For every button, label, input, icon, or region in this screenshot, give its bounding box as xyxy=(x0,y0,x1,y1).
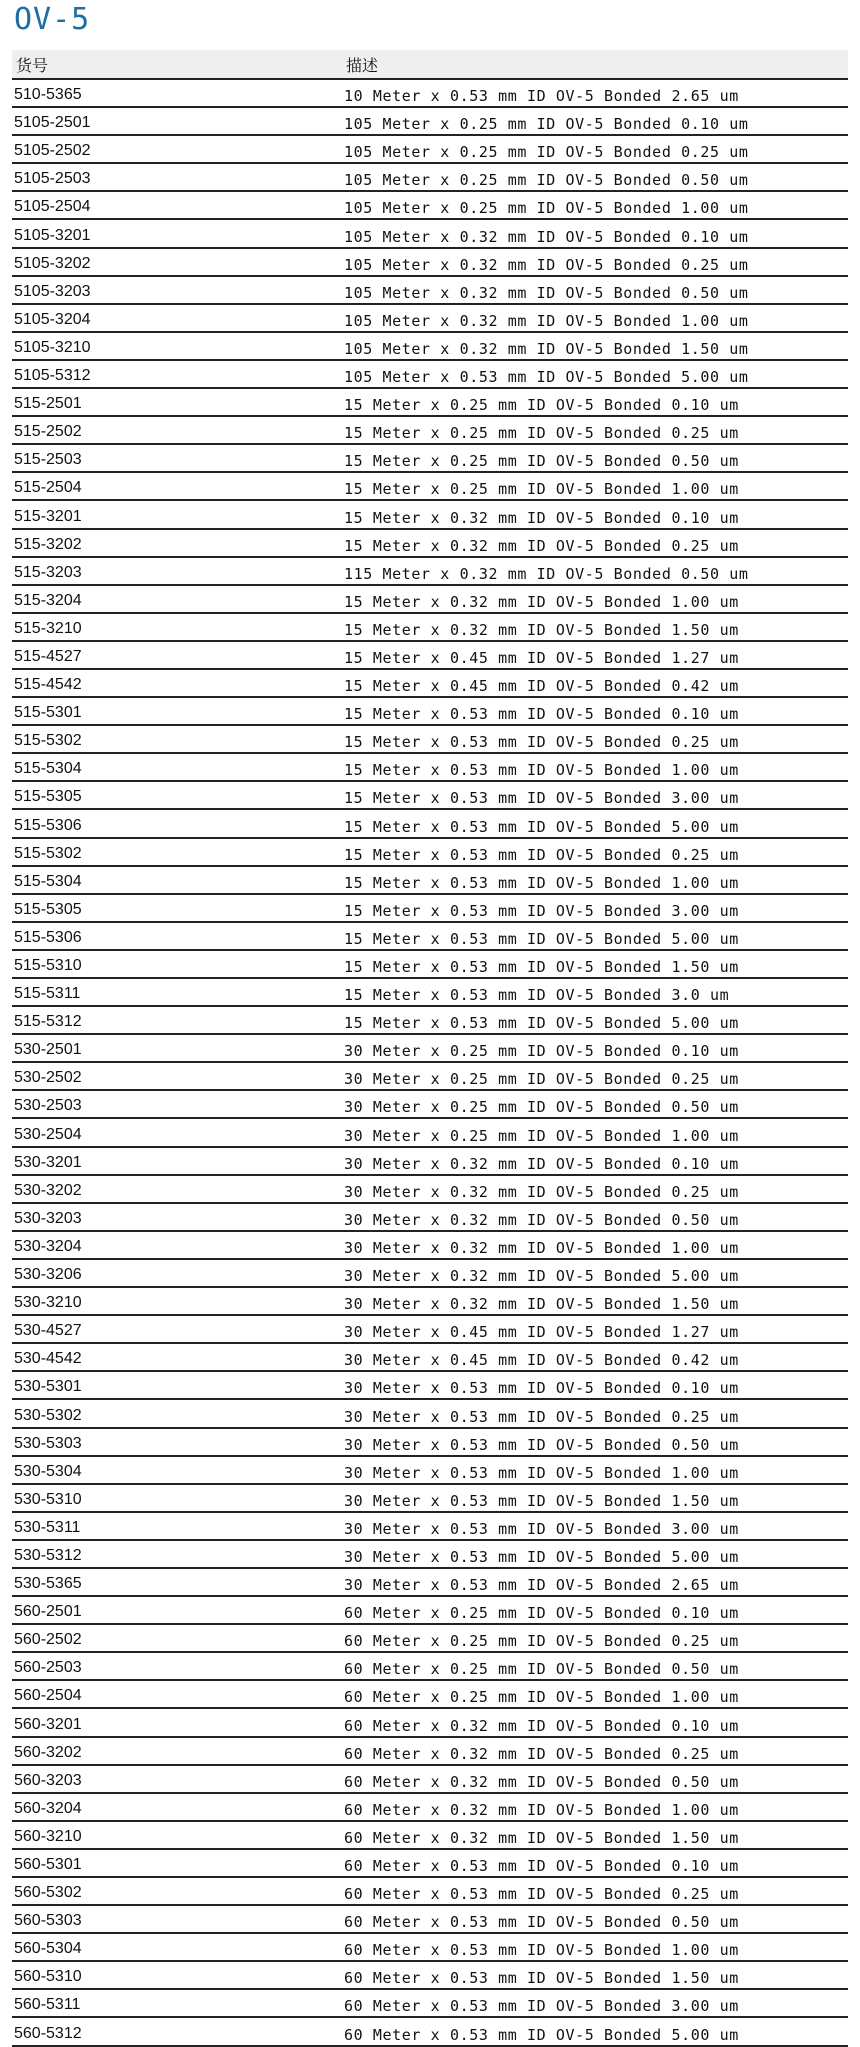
table-row xyxy=(12,839,848,867)
description-cell: 30 Meter x 0.53 mm ID OV-5 Bonded 1.00 um xyxy=(344,1463,739,1482)
table-row xyxy=(12,1457,848,1485)
description-cell: 15 Meter x 0.53 mm ID OV-5 Bonded 3.00 um xyxy=(344,789,739,808)
description-cell: 105 Meter x 0.32 mm ID OV-5 Bonded 0.10 um xyxy=(344,227,749,246)
table-row xyxy=(12,1934,848,1962)
table-row xyxy=(12,305,848,333)
description-cell: 60 Meter x 0.53 mm ID OV-5 Bonded 0.25 um xyxy=(344,1885,739,1904)
description-cell: 15 Meter x 0.53 mm ID OV-5 Bonded 0.25 um xyxy=(344,733,739,752)
table-row xyxy=(12,417,848,445)
description-cell: 15 Meter x 0.32 mm ID OV-5 Bonded 1.00 um xyxy=(344,592,739,611)
part-number-cell: 560-2501 xyxy=(14,1603,82,1621)
description-cell: 60 Meter x 0.53 mm ID OV-5 Bonded 1.00 um xyxy=(344,1941,739,1960)
part-number-cell: 560-3202 xyxy=(14,1743,82,1761)
description-cell: 15 Meter x 0.53 mm ID OV-5 Bonded 0.25 um xyxy=(344,845,739,864)
description-cell: 105 Meter x 0.32 mm ID OV-5 Bonded 0.25 um xyxy=(344,255,749,274)
part-number-cell: 560-3204 xyxy=(14,1799,82,1817)
description-cell: 105 Meter x 0.25 mm ID OV-5 Bonded 0.10 um xyxy=(344,115,749,134)
part-number-cell: 515-5302 xyxy=(14,732,82,750)
description-cell: 105 Meter x 0.32 mm ID OV-5 Bonded 1.50 um xyxy=(344,339,749,358)
description-cell: 115 Meter x 0.32 mm ID OV-5 Bonded 0.50 um xyxy=(344,564,749,583)
table-row xyxy=(12,1766,848,1794)
part-number-cell: 560-5302 xyxy=(14,1884,82,1902)
part-number-cell: 515-3201 xyxy=(14,507,82,525)
description-cell: 30 Meter x 0.45 mm ID OV-5 Bonded 0.42 um xyxy=(344,1351,739,1370)
description-cell: 30 Meter x 0.45 mm ID OV-5 Bonded 1.27 um xyxy=(344,1323,739,1342)
table-row xyxy=(12,249,848,277)
table-row xyxy=(12,389,848,417)
description-cell: 30 Meter x 0.25 mm ID OV-5 Bonded 0.25 um xyxy=(344,1070,739,1089)
table-row xyxy=(12,1541,848,1569)
description-cell: 30 Meter x 0.25 mm ID OV-5 Bonded 0.10 um xyxy=(344,1042,739,1061)
table-row xyxy=(12,979,848,1007)
part-number-cell: 5105-2501 xyxy=(14,114,91,132)
part-number-cell: 530-5310 xyxy=(14,1490,82,1508)
part-number-cell: 5105-3204 xyxy=(14,310,91,328)
description-cell: 60 Meter x 0.32 mm ID OV-5 Bonded 1.00 um xyxy=(344,1800,739,1819)
part-number-cell: 530-3202 xyxy=(14,1181,82,1199)
part-number-cell: 515-5304 xyxy=(14,872,82,890)
description-cell: 30 Meter x 0.53 mm ID OV-5 Bonded 2.65 um xyxy=(344,1576,739,1595)
part-number-cell: 530-2503 xyxy=(14,1097,82,1115)
part-number-cell: 515-3204 xyxy=(14,591,82,609)
part-number-cell: 560-5304 xyxy=(14,1940,82,1958)
part-number-cell: 515-5311 xyxy=(14,985,81,1003)
description-cell: 105 Meter x 0.25 mm ID OV-5 Bonded 0.25 um xyxy=(344,143,749,162)
description-cell: 30 Meter x 0.32 mm ID OV-5 Bonded 0.10 um xyxy=(344,1154,739,1173)
table-row xyxy=(12,1176,848,1204)
part-number-cell: 530-5304 xyxy=(14,1462,82,1480)
part-number-cell: 560-2504 xyxy=(14,1687,82,1705)
description-cell: 60 Meter x 0.53 mm ID OV-5 Bonded 3.00 um xyxy=(344,1997,739,2016)
table-row xyxy=(12,1681,848,1709)
part-number-cell: 560-3203 xyxy=(14,1771,82,1789)
table-row xyxy=(12,586,848,614)
table-row xyxy=(12,1007,848,1035)
table-row xyxy=(12,136,848,164)
table-row xyxy=(12,1709,848,1737)
table-row xyxy=(12,895,848,923)
part-number-cell: 560-5303 xyxy=(14,1912,82,1930)
table-row xyxy=(12,1316,848,1344)
table-row xyxy=(12,1260,848,1288)
part-number-cell: 530-5303 xyxy=(14,1434,82,1452)
table-row xyxy=(12,698,848,726)
part-number-cell: 5105-3202 xyxy=(14,254,91,272)
description-cell: 60 Meter x 0.53 mm ID OV-5 Bonded 0.10 um xyxy=(344,1857,739,1875)
description-cell: 30 Meter x 0.53 mm ID OV-5 Bonded 1.50 um xyxy=(344,1491,739,1510)
table-row xyxy=(12,1962,848,1990)
table-row xyxy=(12,951,848,979)
part-number-cell: 560-2503 xyxy=(14,1659,82,1677)
table-row xyxy=(12,1850,848,1878)
part-number-cell: 530-3204 xyxy=(14,1237,82,1255)
description-cell: 30 Meter x 0.53 mm ID OV-5 Bonded 0.50 um xyxy=(344,1435,739,1454)
part-number-cell: 560-5310 xyxy=(14,1968,82,1986)
part-number-cell: 515-3203 xyxy=(14,563,82,581)
table-row xyxy=(12,1232,848,1260)
table-row xyxy=(12,473,848,501)
part-number-cell: 530-2504 xyxy=(14,1125,82,1143)
table-row xyxy=(12,1990,848,2018)
table-row xyxy=(12,1063,848,1091)
table-row xyxy=(12,1091,848,1119)
table-row xyxy=(12,754,848,782)
description-cell: 60 Meter x 0.53 mm ID OV-5 Bonded 5.00 um xyxy=(344,2025,739,2044)
part-number-cell: 530-3201 xyxy=(14,1153,82,1171)
description-cell: 15 Meter x 0.53 mm ID OV-5 Bonded 5.00 um xyxy=(344,817,739,836)
table-row xyxy=(12,1625,848,1653)
description-cell: 60 Meter x 0.25 mm ID OV-5 Bonded 1.00 um xyxy=(344,1688,739,1707)
part-number-cell: 515-5302 xyxy=(14,844,82,862)
description-cell: 30 Meter x 0.32 mm ID OV-5 Bonded 0.25 um xyxy=(344,1182,739,1201)
table-row xyxy=(12,445,848,473)
part-number-cell: 560-3210 xyxy=(14,1827,82,1845)
part-number-cell: 5105-5312 xyxy=(14,367,91,385)
table-row xyxy=(12,782,848,810)
description-cell: 15 Meter x 0.53 mm ID OV-5 Bonded 0.10 um xyxy=(344,705,739,724)
table-row xyxy=(12,501,848,529)
page-title: OV-5 xyxy=(14,2,91,37)
part-number-cell: 530-5311 xyxy=(14,1518,81,1536)
part-number-cell: 515-4527 xyxy=(14,647,82,665)
part-number-cell: 530-4542 xyxy=(14,1350,82,1368)
description-cell: 30 Meter x 0.53 mm ID OV-5 Bonded 5.00 um xyxy=(344,1547,739,1566)
part-number-cell: 530-3203 xyxy=(14,1209,82,1227)
part-number-cell: 530-2501 xyxy=(14,1041,82,1059)
description-cell: 15 Meter x 0.53 mm ID OV-5 Bonded 3.0 um xyxy=(344,986,730,1005)
part-number-cell: 515-4542 xyxy=(14,676,82,694)
part-number-cell: 5105-2504 xyxy=(14,198,91,216)
table-row xyxy=(12,726,848,754)
description-cell: 60 Meter x 0.32 mm ID OV-5 Bonded 1.50 um xyxy=(344,1828,739,1847)
part-number-cell: 530-5365 xyxy=(14,1575,82,1593)
description-cell: 15 Meter x 0.53 mm ID OV-5 Bonded 3.00 um xyxy=(344,901,739,920)
part-number-cell: 5105-2502 xyxy=(14,142,91,160)
table-row xyxy=(12,361,848,389)
description-cell: 15 Meter x 0.53 mm ID OV-5 Bonded 5.00 um xyxy=(344,929,739,948)
description-cell: 30 Meter x 0.32 mm ID OV-5 Bonded 0.50 um xyxy=(344,1210,739,1229)
table-row xyxy=(12,1794,848,1822)
part-number-cell: 510-5365 xyxy=(14,86,82,104)
part-number-cell: 515-5306 xyxy=(14,928,82,946)
description-cell: 30 Meter x 0.32 mm ID OV-5 Bonded 5.00 um xyxy=(344,1267,739,1286)
table-row xyxy=(12,867,848,895)
description-cell: 60 Meter x 0.32 mm ID OV-5 Bonded 0.25 um xyxy=(344,1744,739,1763)
part-number-cell: 530-3206 xyxy=(14,1266,82,1284)
table-row xyxy=(12,1738,848,1766)
description-cell: 30 Meter x 0.25 mm ID OV-5 Bonded 0.50 um xyxy=(344,1098,739,1117)
description-cell: 105 Meter x 0.25 mm ID OV-5 Bonded 0.50 um xyxy=(344,171,749,190)
description-cell: 60 Meter x 0.25 mm ID OV-5 Bonded 0.25 um xyxy=(344,1632,739,1651)
part-number-cell: 515-5305 xyxy=(14,788,82,806)
description-cell: 30 Meter x 0.25 mm ID OV-5 Bonded 1.00 um xyxy=(344,1126,739,1145)
description-cell: 15 Meter x 0.45 mm ID OV-5 Bonded 1.27 um xyxy=(344,648,739,667)
table-row xyxy=(12,1822,848,1850)
part-number-cell: 530-5312 xyxy=(14,1546,82,1564)
part-number-cell: 530-3210 xyxy=(14,1294,82,1312)
description-cell: 15 Meter x 0.25 mm ID OV-5 Bonded 0.10 um xyxy=(344,396,739,415)
table-row xyxy=(12,277,848,305)
description-cell: 15 Meter x 0.25 mm ID OV-5 Bonded 0.25 um xyxy=(344,424,739,443)
table-row xyxy=(12,1653,848,1681)
description-cell: 60 Meter x 0.25 mm ID OV-5 Bonded 0.50 um xyxy=(344,1660,739,1679)
part-number-cell: 530-5301 xyxy=(14,1378,82,1396)
part-number-cell: 515-2501 xyxy=(14,395,82,413)
table-row xyxy=(12,80,848,108)
product-table xyxy=(12,50,848,2047)
description-cell: 30 Meter x 0.53 mm ID OV-5 Bonded 0.10 um xyxy=(344,1379,739,1398)
table-row xyxy=(12,1597,848,1625)
table-row xyxy=(12,164,848,192)
description-cell: 15 Meter x 0.53 mm ID OV-5 Bonded 1.00 um xyxy=(344,761,739,780)
table-row xyxy=(12,333,848,361)
table-row xyxy=(12,614,848,642)
part-number-cell: 515-5301 xyxy=(14,704,82,722)
table-row xyxy=(12,2018,848,2046)
description-cell: 15 Meter x 0.53 mm ID OV-5 Bonded 5.00 um xyxy=(344,1014,739,1033)
part-number-cell: 515-2502 xyxy=(14,423,82,441)
column-header-description: 描述 xyxy=(346,56,379,75)
description-cell: 60 Meter x 0.32 mm ID OV-5 Bonded 0.50 um xyxy=(344,1772,739,1791)
part-number-cell: 560-5301 xyxy=(14,1856,82,1873)
description-cell: 15 Meter x 0.53 mm ID OV-5 Bonded 1.50 um xyxy=(344,958,739,976)
part-number-cell: 515-5304 xyxy=(14,760,82,778)
description-cell: 30 Meter x 0.53 mm ID OV-5 Bonded 3.00 um xyxy=(344,1519,739,1538)
part-number-cell: 515-5312 xyxy=(14,1013,82,1031)
table-row xyxy=(12,220,848,248)
part-number-cell: 530-2502 xyxy=(14,1069,82,1087)
part-number-cell: 560-5312 xyxy=(14,2024,82,2042)
part-number-cell: 5105-2503 xyxy=(14,170,91,188)
description-cell: 15 Meter x 0.45 mm ID OV-5 Bonded 0.42 um xyxy=(344,677,739,696)
description-cell: 30 Meter x 0.32 mm ID OV-5 Bonded 1.50 um xyxy=(344,1295,739,1314)
table-row xyxy=(12,530,848,558)
description-cell: 30 Meter x 0.53 mm ID OV-5 Bonded 0.25 um xyxy=(344,1407,739,1426)
description-cell: 60 Meter x 0.25 mm ID OV-5 Bonded 0.10 um xyxy=(344,1604,739,1623)
part-number-cell: 515-2503 xyxy=(14,451,82,469)
table-row xyxy=(12,1569,848,1597)
part-number-cell: 5105-3203 xyxy=(14,282,91,300)
table-row xyxy=(12,1344,848,1372)
description-cell: 15 Meter x 0.53 mm ID OV-5 Bonded 1.00 um xyxy=(344,873,739,892)
table-row xyxy=(12,1288,848,1316)
table-row xyxy=(12,1204,848,1232)
part-number-cell: 515-5310 xyxy=(14,957,82,974)
part-number-cell: 515-5306 xyxy=(14,816,82,834)
part-number-cell: 515-3210 xyxy=(14,619,82,637)
part-number-cell: 530-4527 xyxy=(14,1322,82,1340)
table-row xyxy=(12,108,848,136)
description-cell: 15 Meter x 0.32 mm ID OV-5 Bonded 0.10 um xyxy=(344,508,739,527)
table-row xyxy=(12,1429,848,1457)
part-number-cell: 515-3202 xyxy=(14,535,82,553)
table-row xyxy=(12,1485,848,1513)
table-row xyxy=(12,1513,848,1541)
description-cell: 105 Meter x 0.32 mm ID OV-5 Bonded 1.00 um xyxy=(344,311,749,330)
description-cell: 105 Meter x 0.32 mm ID OV-5 Bonded 0.50 um xyxy=(344,283,749,302)
description-cell: 10 Meter x 0.53 mm ID OV-5 Bonded 2.65 um xyxy=(344,87,739,106)
table-row xyxy=(12,1035,848,1063)
table-row xyxy=(12,642,848,670)
part-number-cell: 515-2504 xyxy=(14,479,82,497)
description-cell: 105 Meter x 0.53 mm ID OV-5 Bonded 5.00 um xyxy=(344,368,749,387)
description-cell: 15 Meter x 0.25 mm ID OV-5 Bonded 0.50 um xyxy=(344,452,739,471)
part-number-cell: 530-5302 xyxy=(14,1406,82,1424)
part-number-cell: 560-2502 xyxy=(14,1631,82,1649)
table-row xyxy=(12,558,848,586)
description-cell: 15 Meter x 0.25 mm ID OV-5 Bonded 1.00 um xyxy=(344,480,739,499)
description-cell: 60 Meter x 0.53 mm ID OV-5 Bonded 1.50 um xyxy=(344,1969,739,1988)
part-number-cell: 560-5311 xyxy=(14,1996,81,2014)
table-row xyxy=(12,1906,848,1934)
part-number-cell: 5105-3201 xyxy=(14,226,91,244)
table-body xyxy=(12,80,848,2047)
table-row xyxy=(12,670,848,698)
table-row xyxy=(12,192,848,220)
part-number-cell: 5105-3210 xyxy=(14,338,91,356)
table-row xyxy=(12,810,848,838)
table-row xyxy=(12,1400,848,1428)
table-header xyxy=(12,50,848,80)
column-header-part-number: 货号 xyxy=(16,56,49,75)
table-row xyxy=(12,1878,848,1906)
table-row xyxy=(12,923,848,951)
description-cell: 105 Meter x 0.25 mm ID OV-5 Bonded 1.00 um xyxy=(344,199,749,218)
table-row xyxy=(12,1148,848,1176)
table-row xyxy=(12,1119,848,1147)
description-cell: 30 Meter x 0.32 mm ID OV-5 Bonded 1.00 um xyxy=(344,1238,739,1257)
description-cell: 60 Meter x 0.53 mm ID OV-5 Bonded 0.50 um xyxy=(344,1913,739,1932)
description-cell: 60 Meter x 0.32 mm ID OV-5 Bonded 0.10 um xyxy=(344,1716,739,1735)
description-cell: 15 Meter x 0.32 mm ID OV-5 Bonded 0.25 um xyxy=(344,536,739,555)
part-number-cell: 560-3201 xyxy=(14,1715,82,1733)
part-number-cell: 515-5305 xyxy=(14,900,82,918)
description-cell: 15 Meter x 0.32 mm ID OV-5 Bonded 1.50 um xyxy=(344,620,739,639)
table-row xyxy=(12,1372,848,1400)
